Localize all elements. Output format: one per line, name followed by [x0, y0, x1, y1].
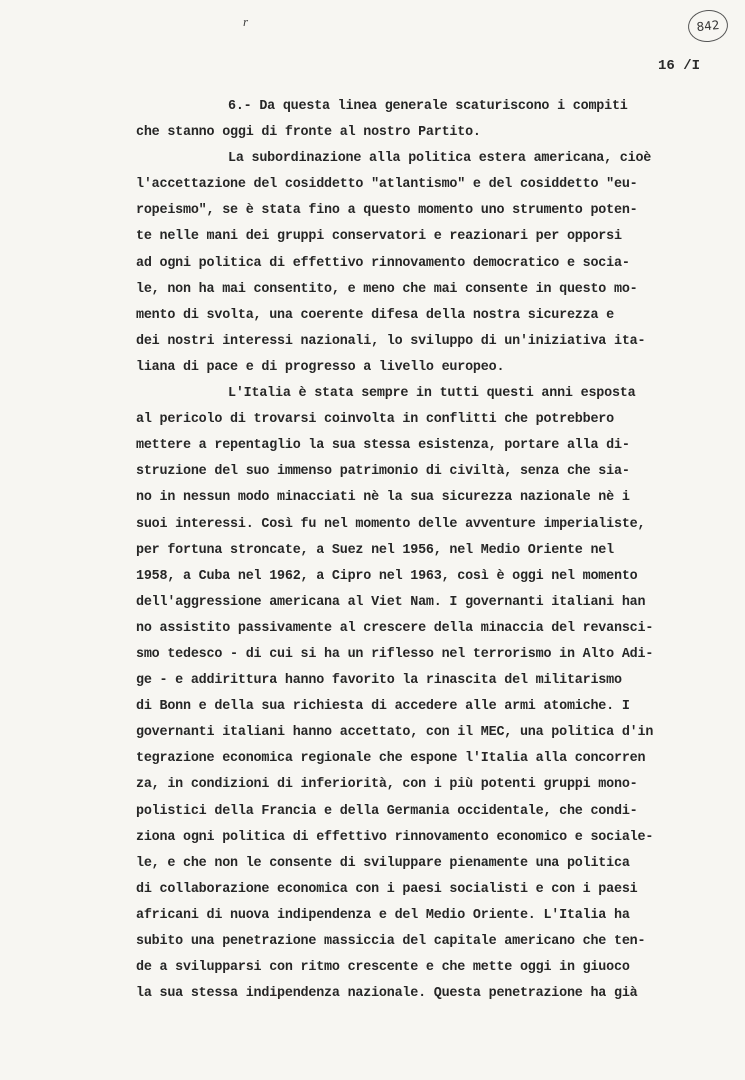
- text-line: struzione del suo immenso patrimonio di civiltà, senza che sia-: [136, 464, 630, 480]
- text-line: mettere a repentaglio la sua stessa esistenza, portare alla di-: [136, 438, 630, 454]
- text-line: per fortuna stroncate, a Suez nel 1956, nel Medio Oriente nel: [136, 542, 614, 558]
- corner-handwritten-mark: r: [243, 14, 249, 29]
- text-line: te nelle mani dei gruppi conservatori e reazionari per opporsi: [136, 229, 622, 245]
- text-line: la sua stessa indipendenza nazionale. Questa penetrazione ha già: [136, 986, 638, 1002]
- text-line: governanti italiani hanno accettato, con il MEC, una politica d'in: [136, 725, 654, 741]
- text-line: che stanno oggi di fronte al nostro Partito.: [136, 125, 481, 141]
- text-line: africani di nuova indipendenza e del Medio Oriente. L'Italia ha: [136, 907, 630, 923]
- text-line: suoi interessi. Così fu nel momento delle avventure imperialiste,: [136, 516, 646, 532]
- text-line: mento di svolta, una coerente difesa della nostra sicurezza e: [136, 307, 614, 323]
- text-line: ad ogni politica di effettivo rinnovamento democratico e socia-: [136, 255, 630, 271]
- text-line: 1958, a Cuba nel 1962, a Cipro nel 1963, così è oggi nel momento: [136, 568, 638, 584]
- text-line: de a svilupparsi con ritmo crescente e che mette oggi in giuoco: [136, 960, 630, 976]
- text-line: tegrazione economica regionale che espone l'Italia alla concorren: [136, 751, 646, 767]
- text-line: ropeismo", se è stata fino a questo momento uno strumento poten-: [136, 203, 638, 219]
- text-line: smo tedesco - di cui si ha un riflesso nel terrorismo in Alto Adi-: [136, 646, 654, 662]
- text-line: di Bonn e della sua richiesta di accedere alle armi atomiche. I: [136, 699, 630, 715]
- text-line: L'Italia è stata sempre in tutti questi anni esposta: [228, 386, 636, 402]
- text-line: liana di pace e di progresso a livello europeo.: [136, 359, 505, 375]
- text-line: no assistito passivamente al crescere della minaccia del revansci-: [136, 620, 654, 636]
- archive-number-stamp: 842: [686, 8, 729, 44]
- text-line: no in nessun modo minacciati nè la sua sicurezza nazionale nè i: [136, 490, 630, 506]
- text-line: l'accettazione del cosiddetto "atlantismo" e del cosiddetto "eu-: [136, 177, 638, 193]
- text-line: subito una penetrazione massiccia del capitale americano che ten-: [136, 934, 646, 949]
- text-line: za, in condizioni di inferiorità, con i più potenti gruppi mono-: [136, 777, 638, 793]
- text-line: polistici della Francia e della Germania occidentale, che condi-: [136, 803, 638, 819]
- text-line: al pericolo di trovarsi coinvolta in conflitti che potrebbero: [136, 412, 614, 428]
- text-line: 6.- Da questa linea generale scaturiscono i compiti: [228, 99, 628, 114]
- text-line: ziona ogni politica di effettivo rinnovamento economico e sociale-: [136, 829, 654, 845]
- text-line: di collaborazione economica con i paesi socialisti e con i paesi: [136, 881, 638, 897]
- text-line: dei nostri interessi nazionali, lo sviluppo di un'iniziativa ita-: [136, 333, 646, 349]
- text-line: ge - e addirittura hanno favorito la rinascita del militarismo: [136, 673, 622, 689]
- text-line: La subordinazione alla politica estera americana, cioè: [228, 151, 652, 167]
- document-body: [136, 94, 716, 1007]
- text-line: le, e che non le consente di sviluppare pienamente una politica: [136, 855, 630, 871]
- text-line: le, non ha mai consentito, e meno che mai consente in questo mo-: [136, 281, 638, 297]
- page-number: 16 /I: [658, 58, 701, 74]
- text-line: dell'aggressione americana al Viet Nam. I governanti italiani han: [136, 594, 646, 610]
